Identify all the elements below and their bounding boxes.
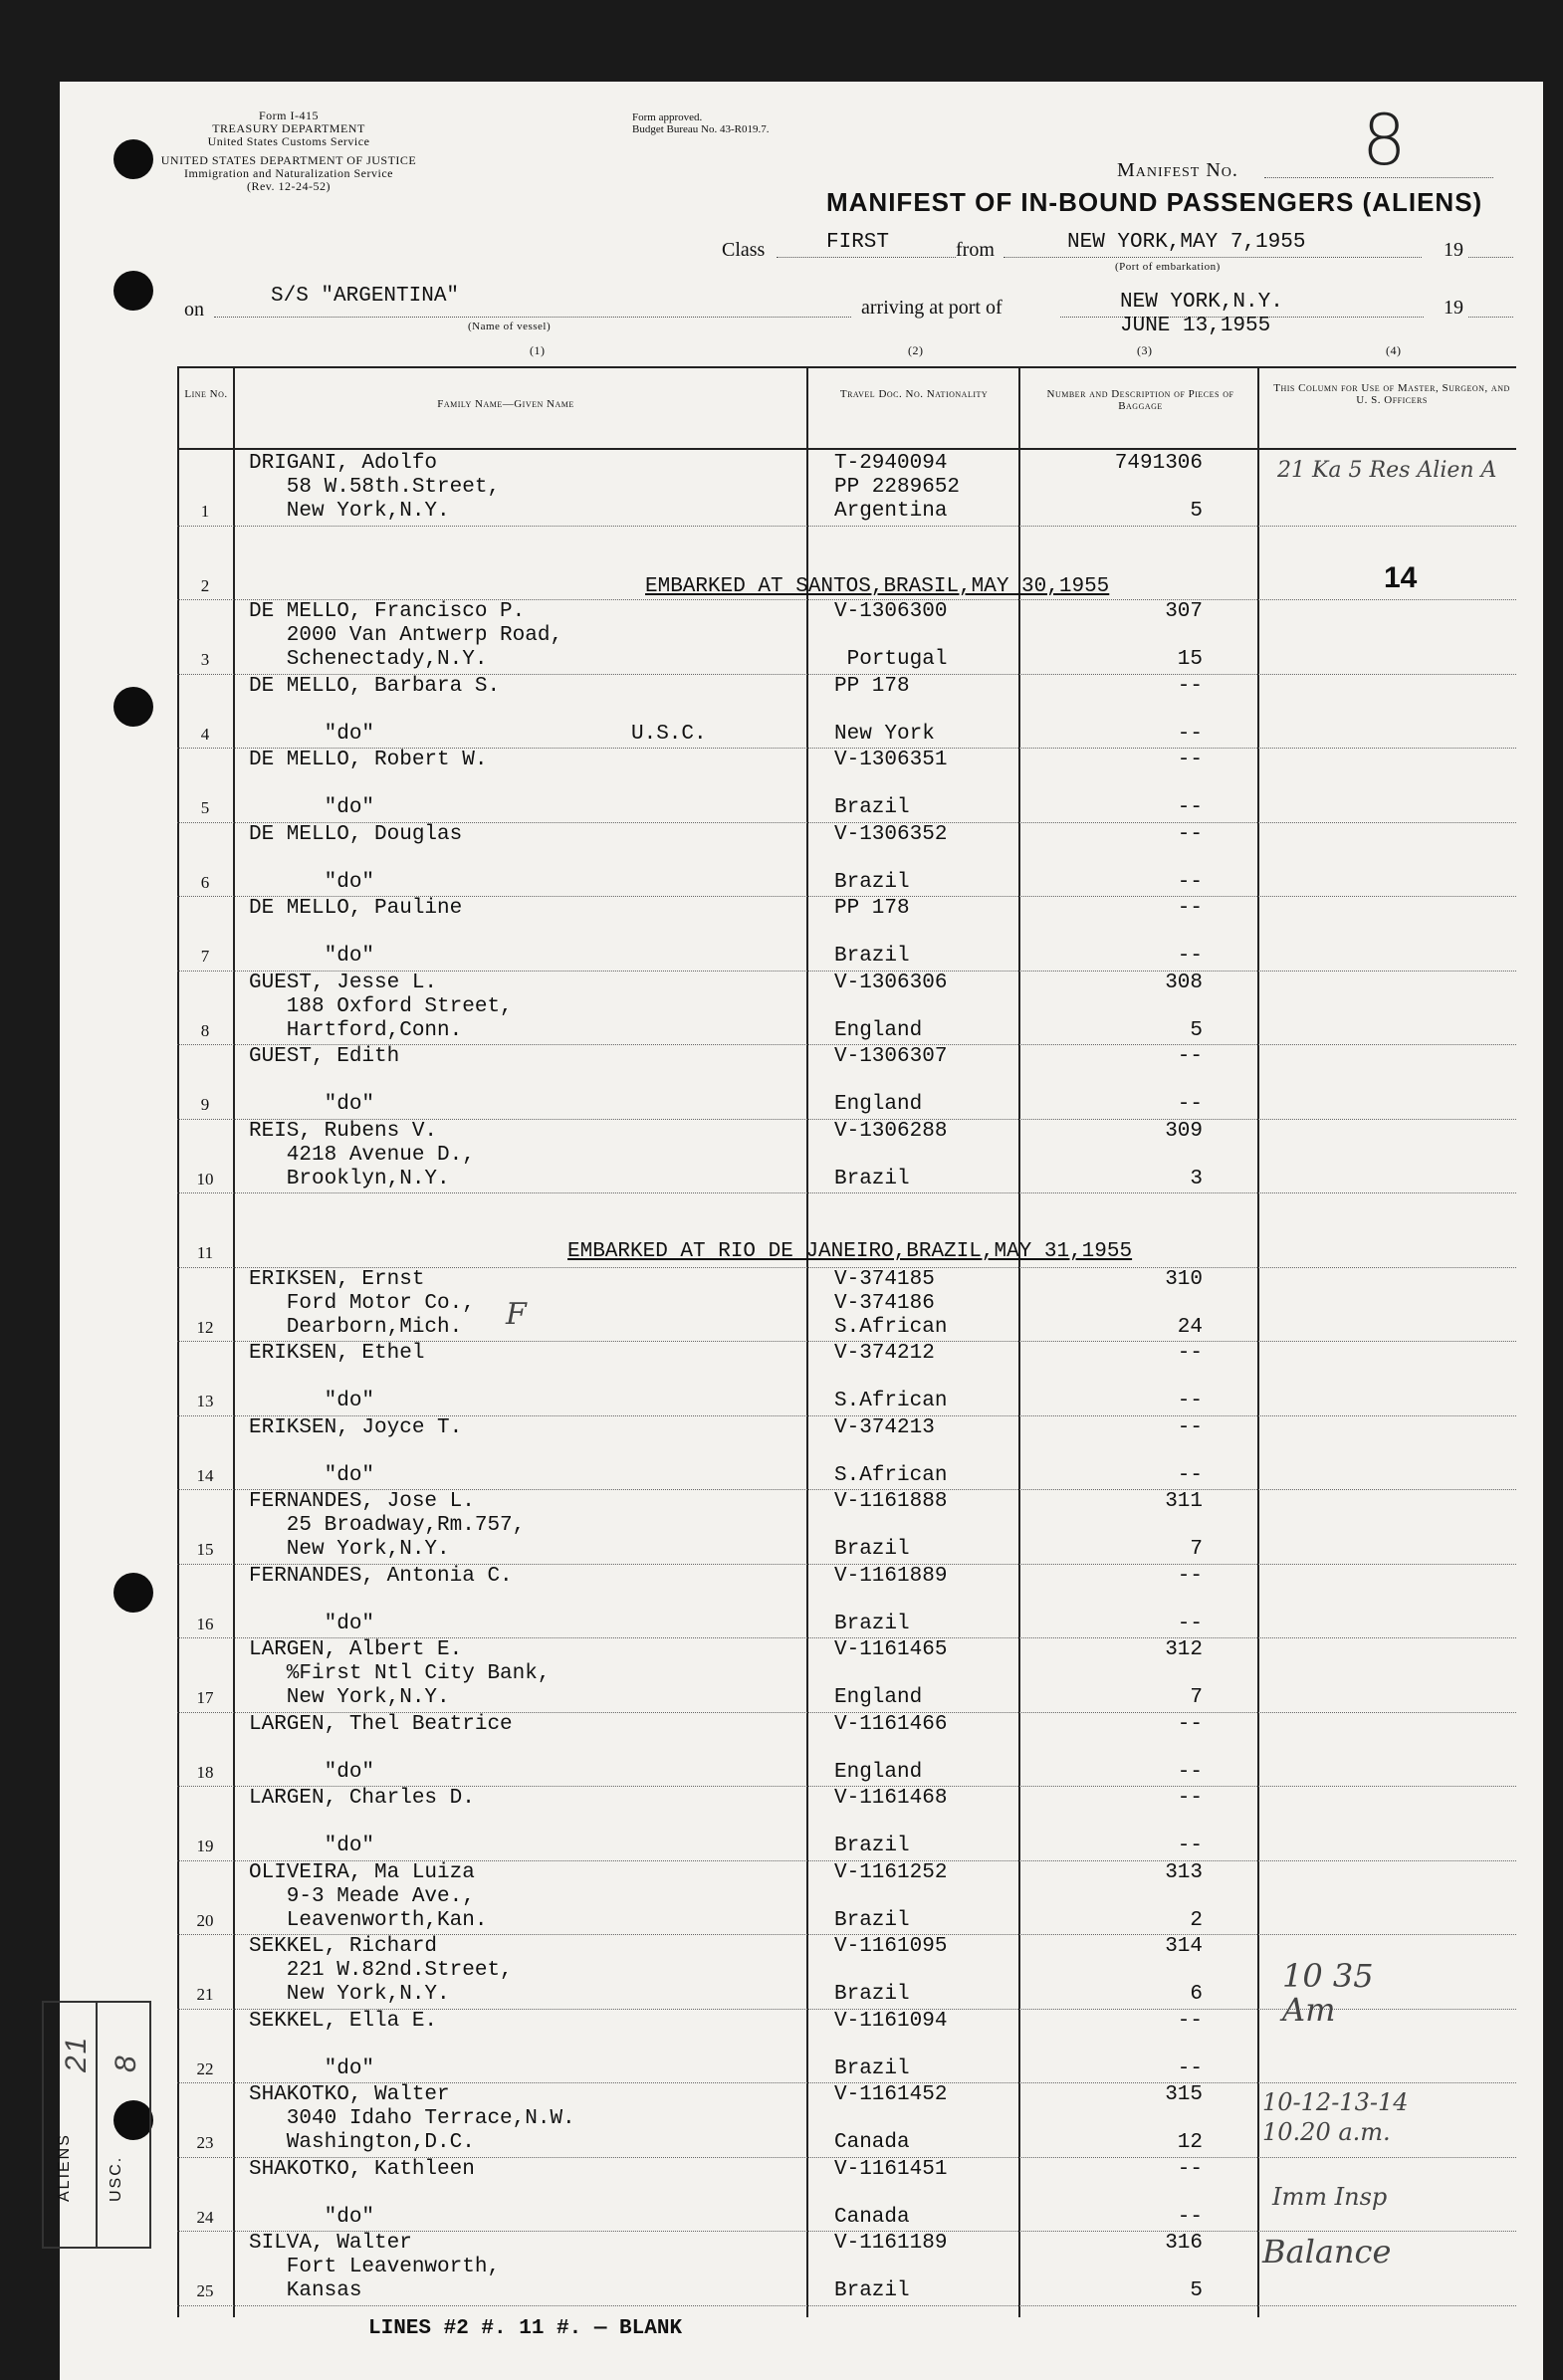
- baggage: 315 12: [1165, 2083, 1203, 2154]
- form-header: [119, 109, 458, 193]
- baggage: -- --: [1177, 1787, 1203, 1857]
- line-number: 25: [196, 2281, 214, 2300]
- dept-treasury: TREASURY DEPARTMENT: [212, 121, 365, 135]
- dotted-line: [777, 257, 956, 258]
- line-number: 21: [196, 1985, 214, 2004]
- baggage: 7491306 5: [1114, 452, 1203, 523]
- customs-service: United States Customs Service: [207, 134, 370, 148]
- baggage: 313 2: [1165, 1860, 1203, 1932]
- baggage: 307 15: [1165, 600, 1203, 671]
- passenger-name: SHAKOTKO, Kathleen "do": [249, 2157, 475, 2229]
- handwritten-note-row1: 21 Ka 5 Res Alien A: [1277, 458, 1497, 483]
- line-number: 20: [196, 1910, 214, 1930]
- class-value: FIRST: [826, 231, 890, 254]
- travel-doc: V-1161468 Brazil: [834, 1787, 948, 1857]
- line-number: 15: [196, 1540, 214, 1559]
- usc-label: USC.: [108, 2155, 124, 2202]
- line-number: 16: [196, 1614, 214, 1633]
- arriving-date: JUNE 13,1955: [1120, 315, 1271, 337]
- table-row: [177, 972, 1516, 1046]
- table-row: [177, 1268, 1516, 1343]
- table-row: [177, 897, 1516, 972]
- row-rule: [177, 2305, 1516, 2306]
- header-name: Family Name—Given Name: [437, 398, 574, 410]
- baggage: 312 7: [1165, 1638, 1203, 1709]
- from-value: NEW YORK,MAY 7,1955: [1067, 231, 1306, 254]
- travel-doc: V-1306351 Brazil: [834, 749, 948, 819]
- row2-count: 14: [1384, 561, 1418, 594]
- table-row: [177, 749, 1516, 823]
- baggage: -- --: [1177, 1564, 1203, 1635]
- table-row: [177, 600, 1516, 675]
- passenger-name: ERIKSEN, Joyce T. "do": [249, 1415, 463, 1487]
- handwritten-lines: 10-12-13-14: [1262, 2088, 1409, 2116]
- form-revision: (Rev. 12-24-52): [246, 179, 332, 193]
- travel-doc: V-1306352 Brazil: [834, 822, 948, 894]
- table-row: [177, 1713, 1516, 1788]
- aliens-tally-box: [42, 2001, 151, 2249]
- travel-doc: PP 178 New York: [834, 674, 935, 746]
- form-approved: Form approved.: [632, 111, 703, 123]
- punch-hole: [113, 271, 153, 311]
- line-number: 4: [200, 724, 210, 744]
- passenger-name: FERNANDES, Jose L. 25 Broadway,Rm.757, New York,N.Y.: [249, 1490, 526, 1561]
- baggage: 316 5: [1165, 2232, 1203, 2302]
- line-number: 11: [196, 1243, 214, 1262]
- travel-doc: PP 178 Brazil: [834, 897, 910, 968]
- baggage: -- --: [1177, 2009, 1203, 2080]
- punch-hole: [113, 1573, 153, 1613]
- usc-count: 8: [110, 2054, 142, 2072]
- from-label: from: [956, 239, 995, 261]
- baggage: 314 6: [1165, 1935, 1203, 2006]
- header-doc: Travel Doc. No. Nationality: [839, 388, 989, 400]
- baggage: -- --: [1177, 1342, 1203, 1412]
- table-row: [177, 1416, 1516, 1491]
- table-row: [177, 823, 1516, 898]
- passenger-name: DE MELLO, Barbara S. "do": [249, 674, 501, 746]
- class-label: Class: [722, 239, 766, 261]
- table-row: [177, 1342, 1516, 1416]
- travel-doc: V-1161189 Brazil: [834, 2232, 948, 2302]
- col-num-4: (4): [1386, 343, 1402, 357]
- passenger-name: ERIKSEN, Ethel "do": [249, 1342, 425, 1412]
- passenger-name: OLIVEIRA, Ma Luiza 9-3 Meade Ave., Leavenworth,Kan.: [249, 1860, 488, 1932]
- aliens-label: ALIENS: [56, 2133, 73, 2202]
- footer-blank-lines: LINES #2 #. 11 #. — BLANK: [368, 2317, 683, 2340]
- form-number: Form I-415: [259, 108, 319, 122]
- travel-doc: V-1161465 England: [834, 1638, 948, 1709]
- punch-hole: [113, 687, 153, 727]
- travel-doc: V-1306300 Portugal: [834, 600, 948, 671]
- baggage: -- --: [1177, 674, 1203, 746]
- line-number: 13: [196, 1392, 214, 1410]
- table-header-rule: [177, 448, 1516, 450]
- handwritten-f: F: [506, 1297, 527, 1332]
- ins-service: Immigration and Naturalization Service: [184, 166, 393, 180]
- line-number: 1: [200, 502, 210, 521]
- table-row: [177, 1045, 1516, 1120]
- travel-doc: V-1161451 Canada: [834, 2157, 948, 2229]
- table-row: [177, 1490, 1516, 1565]
- port-caption: (Port of embarkation): [1115, 261, 1221, 273]
- travel-doc: T-2940094 PP 2289652 Argentina: [834, 452, 961, 523]
- passenger-name: SEKKEL, Ella E. "do": [249, 2009, 438, 2080]
- manifest-label: Manifest No.: [1117, 159, 1238, 181]
- travel-doc: V-374212 S.African: [834, 1342, 948, 1412]
- passenger-name: DRIGANI, Adolfo 58 W.58th.Street, New York,N.Y.: [249, 452, 501, 523]
- baggage: 309 3: [1165, 1119, 1203, 1190]
- travel-doc: V-1306307 England: [834, 1045, 948, 1116]
- col-num-3: (3): [1137, 343, 1153, 357]
- passenger-name: LARGEN, Charles D. "do": [249, 1787, 475, 1857]
- passenger-name: LARGEN, Albert E. %First Ntl City Bank, New York,N.Y.: [249, 1638, 551, 1709]
- year-1: 19: [1444, 239, 1463, 261]
- table-row: [177, 675, 1516, 750]
- header-officers: This Column for Use of Master, Surgeon, and U. S. Officers: [1273, 382, 1510, 406]
- line-number: 3: [200, 650, 210, 669]
- col-num-1: (1): [530, 343, 546, 357]
- col-num-2: (2): [908, 343, 924, 357]
- header-baggage: Number and Description of Pieces of Baggage: [1046, 388, 1234, 412]
- page-title: MANIFEST OF IN-BOUND PASSENGERS (ALIENS): [826, 187, 1483, 217]
- handwritten-time: 10 35 Am: [1282, 1957, 1374, 2029]
- travel-doc: V-1161466 England: [834, 1712, 948, 1784]
- handwritten-clock: 10.20 a.m.: [1262, 2118, 1391, 2146]
- line-number: 2: [200, 575, 210, 595]
- passenger-name: DE MELLO, Francisco P. 2000 Van Antwerp Road, Schenectady,N.Y.: [249, 600, 563, 671]
- line-number: 8: [200, 1020, 210, 1040]
- dotted-line: [1004, 257, 1422, 258]
- passenger-name: GUEST, Edith "do": [249, 1045, 400, 1116]
- line-number: 18: [196, 1762, 214, 1782]
- vessel-name: S/S "ARGENTINA": [271, 285, 460, 308]
- passenger-name: REIS, Rubens V. 4218 Avenue D., Brooklyn,N.Y.: [249, 1119, 475, 1190]
- line-number: 10: [196, 1169, 214, 1189]
- box-divider: [96, 2003, 98, 2247]
- line-number: 19: [196, 1837, 214, 1855]
- budget-bureau: Budget Bureau No. 43-R019.7.: [632, 123, 770, 135]
- embarked-santos: EMBARKED AT SANTOS,BRASIL,MAY 30,1955: [645, 575, 1110, 598]
- line-number: 17: [196, 1688, 214, 1707]
- dotted-line: [1468, 257, 1513, 258]
- line-number: 7: [200, 947, 210, 966]
- baggage: -- --: [1177, 897, 1203, 968]
- line-number: 23: [196, 2133, 214, 2152]
- baggage: -- --: [1177, 1415, 1203, 1487]
- passenger-name: SILVA, Walter Fort Leavenworth, Kansas: [249, 2232, 501, 2302]
- header-line-no: Line No.: [184, 388, 228, 400]
- usc-note: U.S.C.: [631, 723, 707, 746]
- dotted-line: [214, 317, 851, 318]
- form-approval: [632, 111, 769, 135]
- baggage: -- --: [1177, 2157, 1203, 2229]
- line-number: 22: [196, 2058, 214, 2078]
- passenger-name: DE MELLO, Douglas "do": [249, 822, 463, 894]
- travel-doc: V-1161252 Brazil: [834, 1860, 948, 1932]
- passenger-name: DE MELLO, Pauline "do": [249, 897, 463, 968]
- travel-doc: V-1161452 Canada: [834, 2083, 948, 2154]
- manifest-number: 8: [1362, 100, 1407, 181]
- table-row: [177, 1565, 1516, 1639]
- passenger-name: SHAKOTKO, Walter 3040 Idaho Terrace,N.W. Washington,D.C.: [249, 2083, 575, 2154]
- year-2: 19: [1444, 297, 1463, 319]
- baggage: -- --: [1177, 1712, 1203, 1784]
- on-label: on: [184, 299, 204, 321]
- table-row: [177, 1787, 1516, 1861]
- travel-doc: V-1306306 England: [834, 971, 948, 1042]
- passenger-name: FERNANDES, Antonia C. "do": [249, 1564, 513, 1635]
- arriving-port: NEW YORK,N.Y.: [1120, 291, 1283, 314]
- line-number: 12: [196, 1317, 214, 1337]
- handwritten-balance: Balance: [1262, 2233, 1392, 2271]
- passenger-name: LARGEN, Thel Beatrice "do": [249, 1712, 513, 1784]
- handwritten-inspector: Imm Insp: [1272, 2183, 1388, 2211]
- travel-doc: V-374185 V-374186 S.African: [834, 1267, 948, 1339]
- passenger-name: ERIKSEN, Ernst Ford Motor Co., Dearborn,Mich.: [249, 1267, 475, 1339]
- table-row: [177, 1861, 1516, 1936]
- aliens-count: 21: [60, 2035, 93, 2072]
- travel-doc: V-374213 S.African: [834, 1415, 948, 1487]
- travel-doc: V-1161889 Brazil: [834, 1564, 948, 1635]
- passenger-name: DE MELLO, Robert W. "do": [249, 749, 488, 819]
- passenger-table: [177, 366, 1516, 2317]
- line-number: 6: [200, 872, 210, 892]
- baggage: 310 24: [1165, 1267, 1203, 1339]
- line-number: 14: [196, 1465, 214, 1485]
- travel-doc: V-1161095 Brazil: [834, 1935, 948, 2006]
- travel-doc: V-1161888 Brazil: [834, 1490, 948, 1561]
- dotted-line: [1468, 317, 1513, 318]
- baggage: -- --: [1177, 749, 1203, 819]
- vessel-caption: (Name of vessel): [468, 321, 552, 332]
- line-number: 24: [196, 2207, 214, 2227]
- passenger-name: GUEST, Jesse L. 188 Oxford Street, Hartford,Conn.: [249, 971, 513, 1042]
- dept-justice: UNITED STATES DEPARTMENT OF JUSTICE: [160, 153, 417, 167]
- passenger-name: SEKKEL, Richard 221 W.82nd.Street, New York,N.Y.: [249, 1935, 513, 2006]
- baggage: -- --: [1177, 822, 1203, 894]
- table-row: [177, 1120, 1516, 1194]
- table-top-rule: [177, 366, 1516, 368]
- line-number: 9: [200, 1095, 210, 1114]
- baggage: 308 5: [1165, 971, 1203, 1042]
- embarked-rio: EMBARKED AT RIO DE JANEIRO,BRAZIL,MAY 31,1955: [567, 1240, 1133, 1263]
- baggage: 311 7: [1165, 1490, 1203, 1561]
- baggage: -- --: [1177, 1045, 1203, 1116]
- table-row: [177, 1638, 1516, 1713]
- line-number: 5: [200, 798, 210, 817]
- arriving-label: arriving at port of: [861, 297, 1003, 319]
- travel-doc: V-1306288 Brazil: [834, 1119, 948, 1190]
- travel-doc: V-1161094 Brazil: [834, 2009, 948, 2080]
